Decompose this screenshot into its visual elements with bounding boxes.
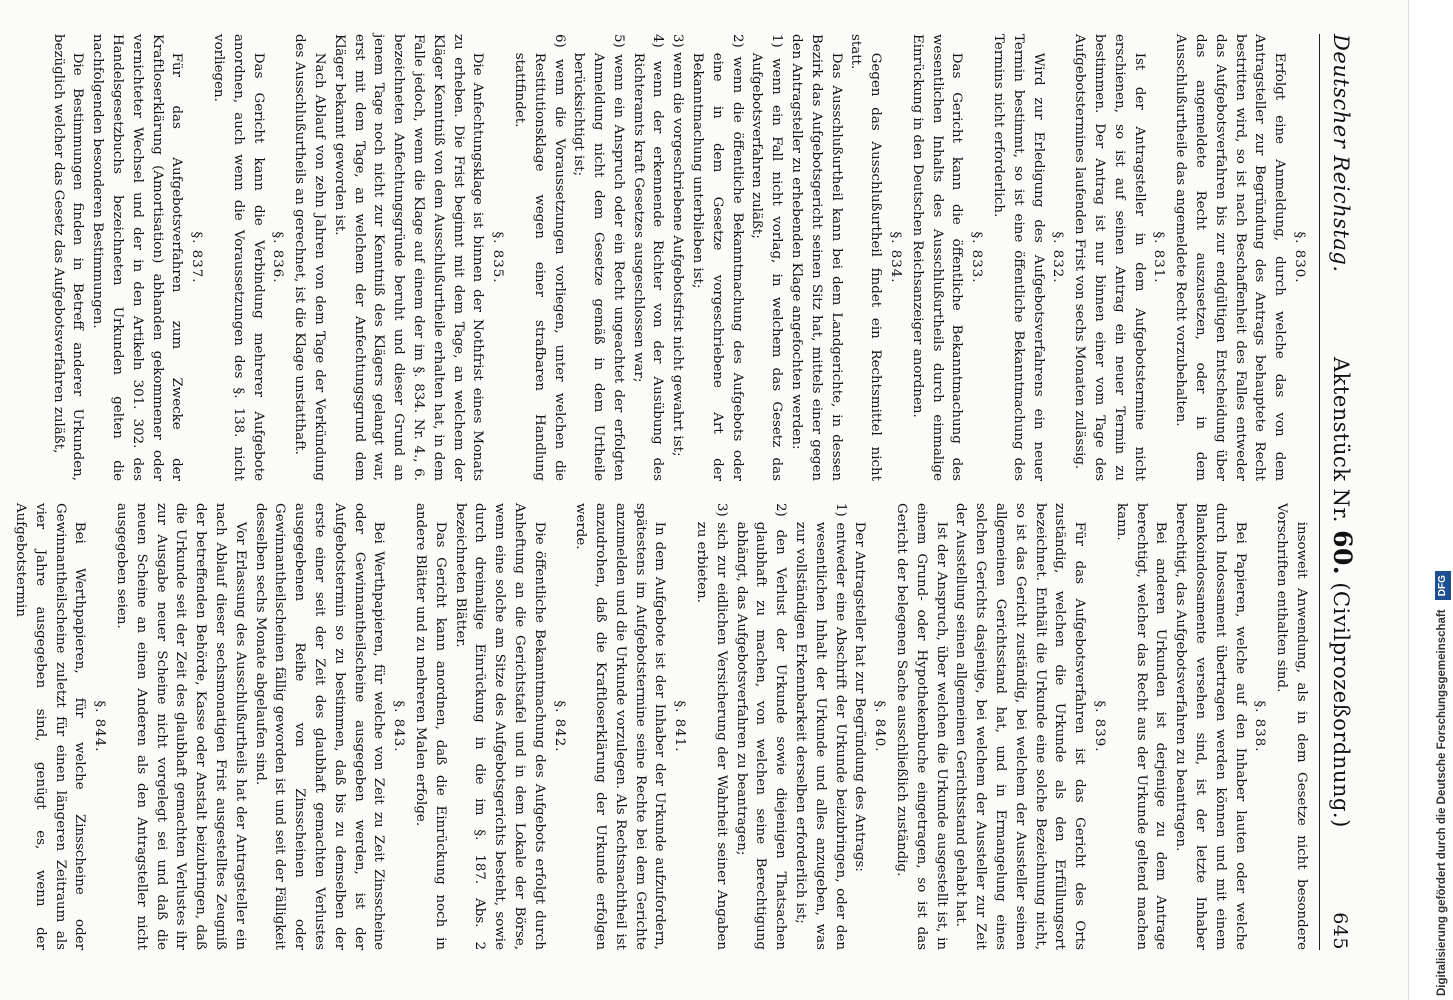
list-item: 1) wenn ein Fall nicht vorlag, in welchem das Gesetz das Aufgebotsverfahren zuläßt; <box>749 34 785 481</box>
paragraph: In dem Aufgebote ist der Inhaber der Urkunde aufzufordern, spätestens im Aufgebotstermine seine Rechte bei dem Gerichte anzumelden und die Urkunde vorzulegen. Als Rechtsnachtheil ist anzudrohen, daß die Kraftloserklärung der Urkunde erfolgen werde. <box>573 503 668 950</box>
paragraph: Erfolgt eine Anmeldung, durch welche das von dem Antragsteller zur Begründung des Antrags behauptete Recht bestritten wird, so ist nach Beschaffenheit des Falles entweder das Aufgebotsverfahren bis zur endgültigen Entscheidung über das angemeldete Recht auszusetzen, oder in dem Ausschlußurtheile das angemeldete Recht vorzubehalten. <box>1173 34 1288 481</box>
paragraph: insoweit Anwendung, als in dem Gesetze nicht besondere Vorschriften enthalten sind. <box>1274 503 1309 950</box>
paragraph: Wird zur Erledigung des Aufgebotsverfahrens ein neuer Termin bestimmt, so ist eine öffentliche Bekanntmachung des Termins nicht erforderlich. <box>991 34 1046 481</box>
list-item: 4) wenn der erkennende Richter von der Ausübung des Richteramts kraft Gesetzes ausgeschlossen war; <box>630 34 666 481</box>
paragraph: Ist der Anspruch, über welchen die Urkunde ausgestellt ist, in einem Grund- oder Hypothekenbuche eingetragen, so ist das Gericht der belegenen Sache ausschließlich zuständig. <box>894 503 949 950</box>
section-heading: §. 832. <box>1050 231 1066 284</box>
paragraph: Bei anderen Urkunden ist derjenige zu dem Antrage berechtigt, welcher das Recht aus der Urkunde geltend machen kann. <box>1113 503 1169 950</box>
text-columns <box>13 34 1311 950</box>
header-doc-prefix: Aktenstück Nr. <box>1329 356 1353 523</box>
paragraph: Die öffentliche Bekanntmachung des Aufgebots erfolgt durch Anheftung an die Gerichtstafel und in dem Lokale der Börse, wenn eine solche am Sitze des Aufgebotsgerichts besteht, sowie durch dreimalige Einrückung in die im §. 187. Abs. 2 bezeichneten Blätter. <box>452 503 547 950</box>
paragraph: Bei Werthpapieren, für welche Zinsscheine oder Gewinnantheilscheine zuletzt für einen längeren Zeitraum als vier Jahre ausgegeben sind, genügt es, wenn der Aufgebotstermin <box>13 503 88 950</box>
text-column-left <box>21 34 1311 481</box>
page-header <box>1319 34 1357 950</box>
section-heading: §. 842. <box>551 700 567 753</box>
paragraph: Die Bestimmungen finden in Betreff anderer Urkunden, bezüglich welcher das Gesetz das Aufgebotsverfahren zuläßt, <box>50 34 86 481</box>
section-heading: §. 839. <box>1092 700 1108 753</box>
section-heading: §. 837. <box>189 231 205 284</box>
page-number: 645 <box>1329 912 1351 950</box>
section-heading: §. 844. <box>92 700 108 753</box>
dfg-logo: DFG <box>1435 571 1451 600</box>
paragraph: Bei Werthpapieren, für welche von Zeit zu Zeit Zinsscheine oder Gewinnantheilscheine ausgegeben werden, ist der Aufgebotstermin so zu bestimmen, daß bis zu demselben der erste einer seit der Zeit des glaubhaft gemachten Verlustes ausgegebenen Reihe von Zinsscheinen oder Gewinnantheilscheinen fällig geworden ist und seit der Fälligkeit desselben sechs Monate abgelaufen sind. <box>252 503 387 950</box>
header-document-number <box>1328 357 1357 828</box>
section-heading: §. 841. <box>672 700 688 753</box>
paragraph: Das Gericht kann die öffentliche Bekanntmachung des wesentlichen Inhalts des Ausschlußurtheils durch einmalige Einrückung in den Deutschen Reichsanzeiger anordnen. <box>909 34 965 481</box>
section-heading: §. 838. <box>1252 700 1268 753</box>
paragraph: Der Antragsteller hat zur Begründung des Antrags: <box>852 521 868 872</box>
section-heading: §. 833. <box>969 231 985 284</box>
section-heading: §. 836. <box>270 231 286 284</box>
section-heading: §. 835. <box>490 231 506 284</box>
paragraph: Nach Ablauf von zehn Jahren von dem Tage der Verkündung des Ausschlußurtheils an gerechnet, ist die Klage unstatthaft. <box>292 34 327 481</box>
list-item: 2) wenn die öffentliche Bekanntmachung des Aufgebots oder eine in dem Gesetze vorgeschriebene Art der Bekanntmachung unterblieben ist; <box>690 34 745 481</box>
section-heading: §. 840. <box>872 700 888 753</box>
header-title: Deutscher Reichstag. <box>1329 34 1353 273</box>
paragraph: Gegen das Ausschlußurtheil findet ein Rechtsmittel nicht statt. <box>848 34 884 481</box>
section-heading: §. 834. <box>888 231 904 284</box>
list-item: 5) wenn ein Anspruch oder ein Recht ungeachtet der erfolgten Anmeldung nicht dem Gesetze gemäß in dem Urtheile berücksichtigt ist; <box>571 34 626 481</box>
paragraph: Bei Papieren, welche auf den Inhaber lauten oder welche durch Indossament übertragen werden können und mit einem Blankoindossamente versehen sind, ist der letzte Inhaber berechtigt, das Aufgebotsverfahren zu beantragen. <box>1173 503 1248 950</box>
section-heading: §. 843. <box>391 700 407 753</box>
paragraph: Das Gericht kann anordnen, daß die Einrückung noch in andere Blätter und zu mehreren Malen erfolge. <box>412 503 448 950</box>
list-item: 3) sich zur eidlichen Versicherung der Wahrheit seiner Angaben zu erbieten. <box>694 503 729 950</box>
digitization-text: Digitalisierung gefördert durch die Deutsche Forschungsgemeinschaft <box>1436 609 1448 996</box>
paragraph: Die Anfechtungsklage ist binnen der Nothfrist eines Monats zu erheben. Die Frist beginnt mit dem Tage, an welchem der Kläger Kenntniß von dem Ausschlußurtheile erhalten hat, in dem Falle jedoch, wenn die Klage auf einem der im §. 834. Nr. 4., 6. bezeichneten Anfechtungsgründe beruht und dieser Grund an jenem Tage noch nicht zur Kenntniß des Klägers gelangt war, erst mit dem Tage, an welchem der Anfechtungsgrund dem Kläger bekannt geworden ist. <box>331 34 486 481</box>
text-column-right <box>13 503 1311 950</box>
digitization-strip <box>1408 0 1433 1000</box>
section-heading: §. 830. <box>1292 231 1307 284</box>
paragraph: Ist der Antragsteller in dem Aufgebotstermine nicht erschienen, so ist auf seinen Antrag ein neuer Termin zu bestimmen. Der Antrag ist nur binnen einer vom Tage des Aufgebotstermines laufenden Frist von sechs Monaten zulässig. <box>1072 34 1147 481</box>
header-doc-number: 60. <box>1328 530 1357 576</box>
list-item: 2) den Verlust der Urkunde sowie diejenigen Thatsachen glaubhaft zu machen, von welchen seine Berechtigung abhängt, das Aufgebotsverfahren zu beantragen; <box>733 503 789 950</box>
paragraph: Das Ausschlußurtheil kann bei dem Landgerichte, in dessen Bezirk das Aufgebotsgericht seinen Sitz hat, mittels einer gegen den Antragsteller zu erhebenden Klage angefochten werden: <box>789 34 844 481</box>
digitization-note <box>1431 16 1453 996</box>
section-heading: §. 831. <box>1151 231 1167 284</box>
list-item: 6) wenn die Voraussetzungen vorliegen, unter welchen die Restitutionsklage wegen einer strafbaren Handlung stattfindet. <box>511 34 567 481</box>
paragraph: Vor Erlassung des Ausschlußurtheils hat der Antragsteller ein nach Ablauf dieser sechsmonatigen Frist ausgestelltes Zeugniß der betreffenden Behörde, Kasse oder Anstalt beizubringen, daß die Urkunde seit der Zeit des glaubhaft gemachten Verlustes ihr zur Ausgabe neuer Scheine nicht vorgelegt sei und daß die neuen Scheine an einen Anderen als den Antragsteller nicht ausgegeben seien. <box>113 503 248 950</box>
paragraph: Für das Aufgebotsverfahren zum Zwecke der Kraftloserklärung (Amortisation) abhanden gekommener oder vernichteter Wechsel und der in den Artikeln 301. 302. des Handelsgesetzbuchs bezeichneten Urkunden gelten die nachfolgenden besonderen Bestimmungen. <box>90 34 185 481</box>
list-item: 3) wenn die vorgeschriebene Aufgebotsfrist nicht gewahrt ist; <box>670 34 686 457</box>
paragraph: Das Gericht kann die Verbindung mehrerer Aufgebote anordnen, auch wenn die Voraussetzungen des §. 138. nicht vorliegen. <box>210 34 266 481</box>
paragraph: Für das Aufgebotsverfahren ist das Gericht des Orts zuständig, welchen die Urkunde als den Erfüllungsort bezeichnet. Enthält die Urkunde eine solche Bezeichnung nicht, so ist das Gericht zuständig, bei welchem der Aussteller seinen allgemeinen Gerichtsstand hat, und in Ermangelung eines solchen Gerichts dasjenige, bei welchem der Aussteller zur Zeit der Ausstellung seinen allgemeinen Gerichtsstand gehabt hat. <box>953 503 1088 950</box>
header-doc-suffix: (Civilprozeßordnung.) <box>1329 582 1353 828</box>
list-item: 1) entweder eine Abschrift der Urkunde beizubringen, oder den wesentlichen Inhalt der Urkunde und alles anzugeben, was zur vollständigen Erkennbarkeit derselben erforderlich ist; <box>793 503 848 950</box>
